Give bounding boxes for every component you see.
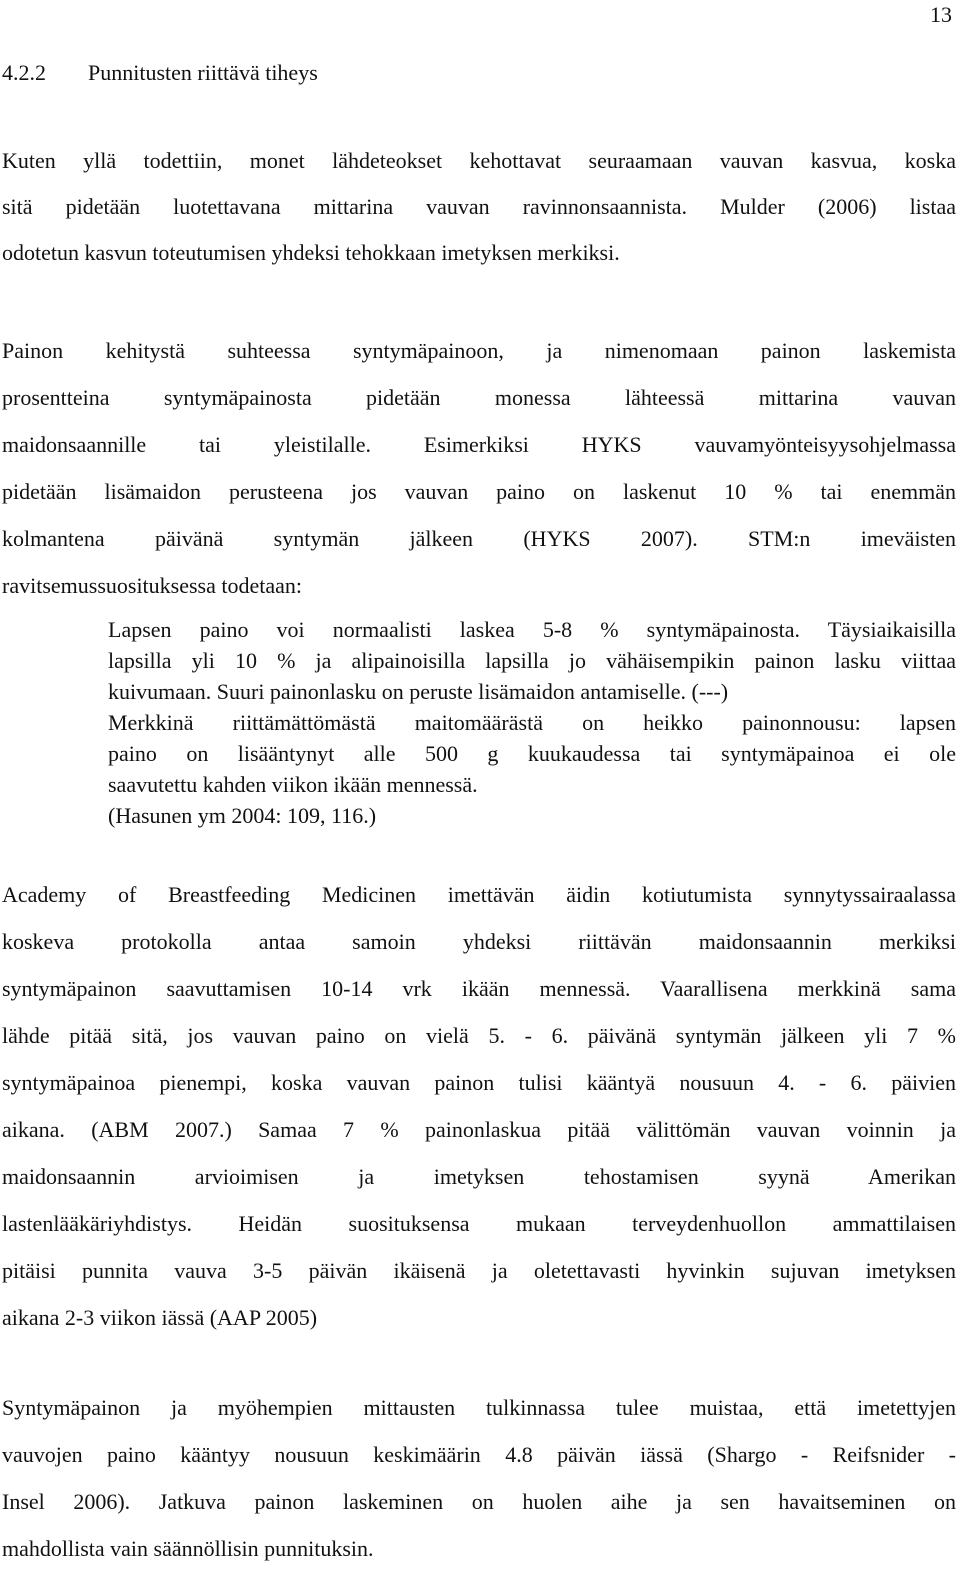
quote-line: paino on lisääntynyt alle 500 g kuukaudessa tai syntymäpainoa ei ole (108, 741, 956, 766)
text-line: ravitsemussuosituksessa todetaan: (2, 573, 303, 598)
paragraph-1 (2, 138, 956, 276)
block-quote (108, 614, 956, 831)
quote-line: Lapsen paino voi normaalisti laskea 5-8 % syntymäpainosta. Täysiaikaisilla (108, 617, 956, 642)
text-line: lastenlääkäriyhdistys. Heidän suosituksensa mukaan terveydenhuollon ammattilaisen (2, 1211, 956, 1236)
text-line: sitä pidetään luotettavana mittarina vauvan ravinnonsaannista. Mulder (2006) listaa (2, 194, 956, 219)
page-number: 13 (930, 2, 952, 27)
text-line: kolmantena päivänä syntymän jälkeen (HYKS 2007). STM:n imeväisten (2, 526, 956, 551)
paragraph-4 (2, 1384, 956, 1572)
text-line: pitäisi punnita vauva 3-5 päivän ikäisenä ja oletettavasti hyvinkin sujuvan imetyksen (2, 1258, 956, 1283)
text-line: vauvojen paino kääntyy nousuun keskimäärin 4.8 päivän iässä (Shargo - Reifsnider - (2, 1442, 956, 1467)
text-line: Painon kehitystä suhteessa syntymäpainoon, ja nimenomaan painon laskemista (2, 338, 956, 363)
text-line: odotetun kasvun toteutumisen yhdeksi tehokkaan imetyksen merkiksi. (2, 240, 620, 265)
text-line: maidonsaannille tai yleistilalle. Esimerkiksi HYKS vauvamyönteisyysohjelmassa (2, 432, 956, 457)
section-number: 4.2.2 (2, 60, 46, 85)
quote-citation: (Hasunen ym 2004: 109, 116.) (108, 803, 377, 828)
quote-line: saavutettu kahden viikon ikään mennessä. (108, 772, 478, 797)
text-line: koskeva protokolla antaa samoin yhdeksi riittävän maidonsaannin merkiksi (2, 929, 956, 954)
quote-line: kuivumaan. Suuri painonlasku on peruste lisämaidon antamiselle. (---) (108, 679, 729, 704)
text-line: Academy of Breastfeeding Medicinen imettävän äidin kotiutumista synnytyssairaalassa (2, 882, 956, 907)
text-line: pidetään lisämaidon perusteena jos vauvan paino on laskenut 10 % tai enemmän (2, 479, 956, 504)
paragraph-3 (2, 871, 956, 1341)
text-line: prosentteina syntymäpainosta pidetään monessa lähteessä mittarina vauvan (2, 385, 956, 410)
text-line: lähde pitää sitä, jos vauvan paino on vielä 5. - 6. päivänä syntymän jälkeen yli 7 % (2, 1023, 956, 1048)
section-title: Punnitusten riittävä tiheys (88, 60, 318, 85)
text-line: mahdollista vain säännöllisin punnituksin. (2, 1536, 374, 1561)
text-line: Syntymäpainon ja myöhempien mittausten tulkinnassa tulee muistaa, että imetettyjen (2, 1395, 956, 1420)
quote-line: Merkkinä riittämättömästä maitomäärästä on heikko painonnousu: lapsen (108, 710, 956, 735)
text-line: Insel 2006). Jatkuva painon laskeminen on huolen aihe ja sen havaitseminen on (2, 1489, 956, 1514)
text-line: Kuten yllä todettiin, monet lähdeteokset kehottavat seuraamaan vauvan kasvua, koska (2, 148, 956, 173)
text-line: maidonsaannin arvioimisen ja imetyksen tehostamisen syynä Amerikan (2, 1164, 956, 1189)
text-line: syntymäpainon saavuttamisen 10-14 vrk ikään mennessä. Vaarallisena merkkinä sama (2, 976, 956, 1001)
paragraph-2 (2, 327, 956, 609)
text-line: aikana 2-3 viikon iässä (AAP 2005) (2, 1305, 318, 1330)
text-line: syntymäpainoa pienempi, koska vauvan painon tulisi kääntyä nousuun 4. - 6. päivien (2, 1070, 956, 1095)
quote-line: lapsilla yli 10 % ja alipainoisilla lapsilla jo vähäisempikin painon lasku viittaa (108, 648, 956, 673)
text-line: aikana. (ABM 2007.) Samaa 7 % painonlaskua pitää välittömän vauvan voinnin ja (2, 1117, 956, 1142)
section-heading (2, 58, 318, 88)
